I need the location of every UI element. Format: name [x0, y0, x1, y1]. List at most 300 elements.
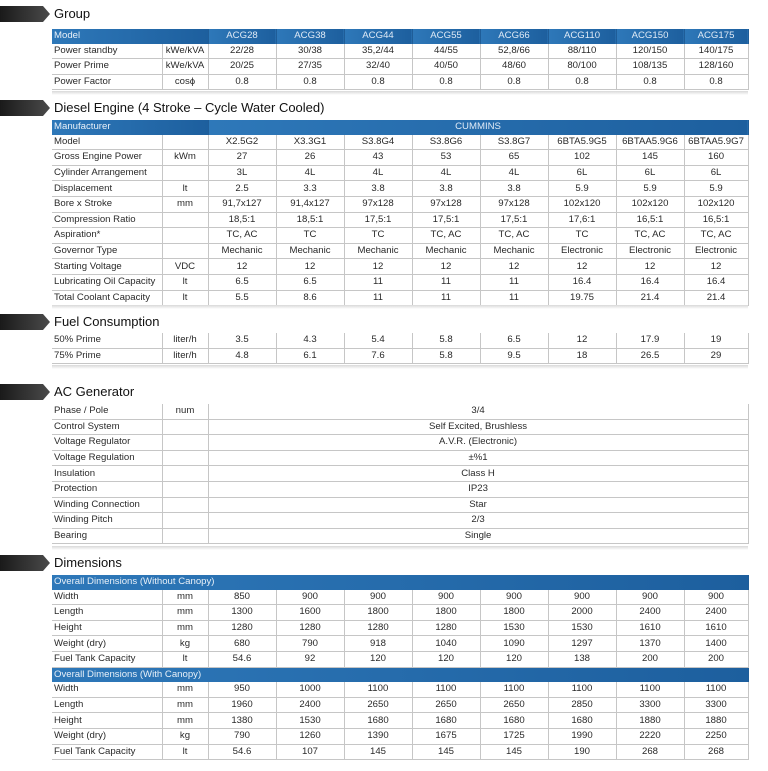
value-cell: TC [548, 228, 616, 244]
row-unit [162, 135, 208, 150]
value-cell: Mechanic [344, 243, 412, 259]
value-cell: 12 [276, 259, 344, 275]
table-row [52, 135, 748, 150]
section-arrow-icon [0, 6, 50, 22]
table-row [52, 419, 748, 435]
row-label: Gross Engine Power [52, 150, 162, 166]
value-cell: 12 [684, 259, 748, 275]
row-unit [162, 528, 208, 544]
value-cell: 1370 [616, 636, 684, 652]
row-label: Winding Connection [52, 497, 162, 513]
value-cell: Star [208, 497, 748, 513]
header-label: Model [52, 29, 208, 44]
row-label: Power standby [52, 44, 162, 59]
value-cell: 97x128 [480, 196, 548, 212]
value-cell: 1725 [480, 728, 548, 744]
value-cell: 918 [344, 636, 412, 652]
value-cell: S3.8G4 [344, 135, 412, 150]
row-label: Model [52, 135, 162, 150]
value-cell: 1880 [616, 713, 684, 729]
value-cell: X2.5G2 [208, 135, 276, 150]
value-cell: 32/40 [344, 59, 412, 75]
value-cell: TC [276, 228, 344, 244]
value-cell: 1960 [208, 697, 276, 713]
value-cell: 26.5 [616, 348, 684, 364]
row-unit [162, 435, 208, 451]
value-cell: 102x120 [616, 196, 684, 212]
value-cell: 1675 [412, 728, 480, 744]
value-cell: 5.9 [616, 181, 684, 197]
row-label: Total Coolant Capacity [52, 290, 162, 306]
value-cell: 2850 [548, 697, 616, 713]
value-cell: 2650 [480, 697, 548, 713]
row-label: Lubricating Oil Capacity [52, 274, 162, 290]
value-cell: 54.6 [208, 744, 276, 760]
table-row [52, 697, 748, 713]
row-label: Fuel Tank Capacity [52, 651, 162, 667]
row-unit: lt [162, 274, 208, 290]
value-cell: 790 [208, 728, 276, 744]
table-row [52, 74, 748, 90]
value-cell: 1610 [684, 620, 748, 636]
value-cell: 11 [480, 274, 548, 290]
value-cell: 5.4 [344, 333, 412, 348]
value-cell: 17.9 [616, 333, 684, 348]
table-row [52, 259, 748, 275]
value-cell: 92 [276, 651, 344, 667]
table-row [52, 274, 748, 290]
value-cell: 16,5:1 [684, 212, 748, 228]
value-cell: 145 [344, 744, 412, 760]
value-cell: 190 [548, 744, 616, 760]
row-unit: mm [162, 697, 208, 713]
value-cell: 1400 [684, 636, 748, 652]
value-cell: 900 [616, 590, 684, 605]
value-cell: 7.6 [344, 348, 412, 364]
value-cell: 5.5 [208, 290, 276, 306]
row-unit [162, 419, 208, 435]
value-cell: 1297 [548, 636, 616, 652]
value-cell: 1100 [616, 682, 684, 697]
subheader-label: Overall Dimensions (With Canopy) [52, 667, 748, 682]
value-cell: 2/3 [208, 513, 748, 529]
row-unit: lt [162, 290, 208, 306]
value-cell: 950 [208, 682, 276, 697]
table-row [52, 605, 748, 621]
model-header: ACG150 [616, 29, 684, 44]
row-label: 50% Prime [52, 333, 162, 348]
manufacturer-value: CUMMINS [208, 120, 748, 135]
value-cell: 16.4 [548, 274, 616, 290]
value-cell: 5.8 [412, 333, 480, 348]
value-cell: 160 [684, 150, 748, 166]
value-cell: 91,7x127 [208, 196, 276, 212]
table-subheader-row [52, 575, 748, 590]
row-unit [162, 450, 208, 466]
value-cell: 8.6 [276, 290, 344, 306]
value-cell: 21.4 [616, 290, 684, 306]
value-cell: 900 [548, 590, 616, 605]
row-label: Control System [52, 419, 162, 435]
value-cell: 88/110 [548, 44, 616, 59]
value-cell: 5.9 [548, 181, 616, 197]
value-cell: 138 [548, 651, 616, 667]
row-label: Bearing [52, 528, 162, 544]
value-cell: 790 [276, 636, 344, 652]
value-cell: X3.3G1 [276, 135, 344, 150]
section-title: Group [54, 6, 91, 21]
table-row [52, 243, 748, 259]
row-unit: mm [162, 605, 208, 621]
section-arrow-icon [0, 555, 50, 571]
ac-generator-table [52, 404, 749, 544]
table-row [52, 513, 748, 529]
table-row [52, 404, 748, 419]
value-cell: 17,5:1 [480, 212, 548, 228]
row-unit [162, 212, 208, 228]
value-cell: 900 [480, 590, 548, 605]
value-cell: 1680 [480, 713, 548, 729]
value-cell: S3.8G6 [412, 135, 480, 150]
value-cell: 27/35 [276, 59, 344, 75]
row-unit [162, 513, 208, 529]
value-cell: 16,5:1 [616, 212, 684, 228]
value-cell: 4L [344, 165, 412, 181]
table-row [52, 348, 748, 364]
row-unit: kWm [162, 150, 208, 166]
value-cell: 145 [616, 150, 684, 166]
table-row [52, 435, 748, 451]
value-cell: 1040 [412, 636, 480, 652]
value-cell: 0.8 [548, 74, 616, 90]
value-cell: 1600 [276, 605, 344, 621]
value-cell: 97x128 [344, 196, 412, 212]
row-unit: kg [162, 728, 208, 744]
table-subheader-row [52, 667, 748, 682]
row-label: Weight (dry) [52, 728, 162, 744]
value-cell: 91,4x127 [276, 196, 344, 212]
table-row [52, 450, 748, 466]
subheader-label: Overall Dimensions (Without Canopy) [52, 575, 748, 590]
value-cell: 3.8 [480, 181, 548, 197]
value-cell: 22/28 [208, 44, 276, 59]
value-cell: 1680 [412, 713, 480, 729]
value-cell: Mechanic [276, 243, 344, 259]
value-cell: 4L [480, 165, 548, 181]
value-cell: 1280 [208, 620, 276, 636]
value-cell: 1280 [276, 620, 344, 636]
row-label: Power Prime [52, 59, 162, 75]
value-cell: 0.8 [480, 74, 548, 90]
value-cell: 145 [412, 744, 480, 760]
row-unit [162, 481, 208, 497]
row-label: Insulation [52, 466, 162, 482]
value-cell: 40/50 [412, 59, 480, 75]
section-fuel [0, 313, 768, 331]
value-cell: 850 [208, 590, 276, 605]
section-title: Dimensions [54, 555, 122, 570]
value-cell: 1100 [548, 682, 616, 697]
table-row [52, 181, 748, 197]
row-label: Height [52, 713, 162, 729]
table-row [52, 713, 748, 729]
value-cell: 80/100 [548, 59, 616, 75]
value-cell: TC, AC [412, 228, 480, 244]
row-unit: VDC [162, 259, 208, 275]
value-cell: 19 [684, 333, 748, 348]
value-cell: Mechanic [208, 243, 276, 259]
value-cell: 2.5 [208, 181, 276, 197]
row-unit: mm [162, 196, 208, 212]
value-cell: 102 [548, 150, 616, 166]
value-cell: S3.8G7 [480, 135, 548, 150]
section-arrow-icon [0, 100, 50, 116]
value-cell: 6L [548, 165, 616, 181]
value-cell: Self Excited, Brushless [208, 419, 748, 435]
value-cell: 3.8 [344, 181, 412, 197]
value-cell: Class H [208, 466, 748, 482]
header-label: Manufacturer [52, 120, 208, 135]
row-unit: liter/h [162, 333, 208, 348]
value-cell: 200 [616, 651, 684, 667]
value-cell: 3L [208, 165, 276, 181]
value-cell: 120 [412, 651, 480, 667]
model-header: ACG110 [548, 29, 616, 44]
section-engine [0, 99, 768, 117]
value-cell: 1530 [480, 620, 548, 636]
section-dimensions [0, 554, 768, 572]
value-cell: IP23 [208, 481, 748, 497]
row-unit [162, 243, 208, 259]
section-title: AC Generator [54, 384, 135, 399]
table-row [52, 150, 748, 166]
value-cell: 11 [344, 274, 412, 290]
value-cell: TC [344, 228, 412, 244]
value-cell: 4.3 [276, 333, 344, 348]
value-cell: 11 [480, 290, 548, 306]
value-cell: 16.4 [616, 274, 684, 290]
value-cell: 2220 [616, 728, 684, 744]
value-cell: ±%1 [208, 450, 748, 466]
value-cell: 2650 [412, 697, 480, 713]
row-label: Bore x Stroke [52, 196, 162, 212]
value-cell: 6.1 [276, 348, 344, 364]
value-cell: 108/135 [616, 59, 684, 75]
value-cell: 120 [480, 651, 548, 667]
value-cell: 1680 [344, 713, 412, 729]
value-cell: 140/175 [684, 44, 748, 59]
table-row [52, 466, 748, 482]
value-cell: 3.8 [412, 181, 480, 197]
value-cell: 65 [480, 150, 548, 166]
value-cell: 2400 [684, 605, 748, 621]
value-cell: 97x128 [412, 196, 480, 212]
table-row [52, 497, 748, 513]
value-cell: 2650 [344, 697, 412, 713]
value-cell: 1100 [344, 682, 412, 697]
row-label: Governor Type [52, 243, 162, 259]
value-cell: 17,6:1 [548, 212, 616, 228]
model-header: ACG28 [208, 29, 276, 44]
section-title: Diesel Engine (4 Stroke – Cycle Water Cooled) [54, 100, 325, 115]
value-cell: 2400 [616, 605, 684, 621]
value-cell: 4.8 [208, 348, 276, 364]
row-unit: lt [162, 744, 208, 760]
value-cell: 1300 [208, 605, 276, 621]
row-label: Protection [52, 481, 162, 497]
value-cell: 1260 [276, 728, 344, 744]
row-label: 75% Prime [52, 348, 162, 364]
model-header: ACG38 [276, 29, 344, 44]
table-row [52, 651, 748, 667]
value-cell: 0.8 [208, 74, 276, 90]
value-cell: 1100 [684, 682, 748, 697]
row-unit [162, 228, 208, 244]
row-unit: lt [162, 181, 208, 197]
value-cell: 16.4 [684, 274, 748, 290]
value-cell: 1000 [276, 682, 344, 697]
table-row [52, 481, 748, 497]
row-label: Displacement [52, 181, 162, 197]
value-cell: 1390 [344, 728, 412, 744]
value-cell: 20/25 [208, 59, 276, 75]
value-cell: 1800 [344, 605, 412, 621]
row-unit [162, 165, 208, 181]
value-cell: 53 [412, 150, 480, 166]
row-unit [162, 466, 208, 482]
value-cell: TC, AC [480, 228, 548, 244]
value-cell: 12 [480, 259, 548, 275]
value-cell: 29 [684, 348, 748, 364]
value-cell: TC, AC [684, 228, 748, 244]
table-header-row [52, 120, 748, 135]
value-cell: 120/150 [616, 44, 684, 59]
row-unit: lt [162, 651, 208, 667]
value-cell: 0.8 [412, 74, 480, 90]
value-cell: 18,5:1 [208, 212, 276, 228]
table-row [52, 636, 748, 652]
value-cell: 6.5 [480, 333, 548, 348]
value-cell: 3300 [616, 697, 684, 713]
value-cell: 44/55 [412, 44, 480, 59]
value-cell: 6.5 [276, 274, 344, 290]
value-cell: 9.5 [480, 348, 548, 364]
row-label: Voltage Regulation [52, 450, 162, 466]
value-cell: 102x120 [548, 196, 616, 212]
value-cell: TC, AC [208, 228, 276, 244]
section-arrow-icon [0, 314, 50, 330]
value-cell: 0.8 [344, 74, 412, 90]
row-label: Length [52, 605, 162, 621]
section-arrow-icon [0, 384, 50, 400]
value-cell: 1090 [480, 636, 548, 652]
value-cell: 12 [344, 259, 412, 275]
value-cell: A.V.R. (Electronic) [208, 435, 748, 451]
model-header: ACG175 [684, 29, 748, 44]
value-cell: 1530 [276, 713, 344, 729]
row-unit: mm [162, 620, 208, 636]
value-cell: 54.6 [208, 651, 276, 667]
value-cell: 1100 [412, 682, 480, 697]
row-label: Fuel Tank Capacity [52, 744, 162, 760]
row-unit: mm [162, 590, 208, 605]
value-cell: 30/38 [276, 44, 344, 59]
value-cell: Electronic [548, 243, 616, 259]
row-label: Phase / Pole [52, 404, 162, 419]
table-row [52, 59, 748, 75]
value-cell: 21.4 [684, 290, 748, 306]
value-cell: 43 [344, 150, 412, 166]
table-row [52, 44, 748, 59]
value-cell: 26 [276, 150, 344, 166]
value-cell: 900 [276, 590, 344, 605]
value-cell: 268 [684, 744, 748, 760]
row-label: Height [52, 620, 162, 636]
table-row [52, 165, 748, 181]
value-cell: Mechanic [480, 243, 548, 259]
model-header: ACG55 [412, 29, 480, 44]
row-unit [162, 497, 208, 513]
row-label: Length [52, 697, 162, 713]
value-cell: 12 [548, 333, 616, 348]
table-row [52, 196, 748, 212]
value-cell: 1680 [548, 713, 616, 729]
row-label: Starting Voltage [52, 259, 162, 275]
value-cell: 680 [208, 636, 276, 652]
value-cell: 107 [276, 744, 344, 760]
value-cell: 6L [616, 165, 684, 181]
row-label: Width [52, 590, 162, 605]
dimensions-table [52, 575, 749, 760]
value-cell: 11 [344, 290, 412, 306]
value-cell: 1530 [548, 620, 616, 636]
table-row [52, 228, 748, 244]
value-cell: 1880 [684, 713, 748, 729]
value-cell: 200 [684, 651, 748, 667]
value-cell: 12 [548, 259, 616, 275]
value-cell: 1610 [616, 620, 684, 636]
row-unit: cosϕ [162, 74, 208, 90]
value-cell: 19.75 [548, 290, 616, 306]
value-cell: 17,5:1 [344, 212, 412, 228]
value-cell: 3300 [684, 697, 748, 713]
table-row [52, 728, 748, 744]
value-cell: Electronic [616, 243, 684, 259]
section-group [0, 5, 768, 23]
table-header-row [52, 29, 748, 44]
value-cell: Electronic [684, 243, 748, 259]
value-cell: 1380 [208, 713, 276, 729]
value-cell: 1100 [480, 682, 548, 697]
value-cell: 268 [616, 744, 684, 760]
value-cell: 2250 [684, 728, 748, 744]
value-cell: 3.3 [276, 181, 344, 197]
row-label: Aspiration* [52, 228, 162, 244]
value-cell: 1280 [344, 620, 412, 636]
value-cell: 11 [412, 290, 480, 306]
value-cell: 6BTAA5.9G6 [616, 135, 684, 150]
value-cell: 1990 [548, 728, 616, 744]
table-row [52, 333, 748, 348]
row-unit: kg [162, 636, 208, 652]
value-cell: TC, AC [616, 228, 684, 244]
row-label: Width [52, 682, 162, 697]
value-cell: 0.8 [616, 74, 684, 90]
table-row [52, 528, 748, 544]
value-cell: 1800 [480, 605, 548, 621]
row-label: Weight (dry) [52, 636, 162, 652]
value-cell: 3.5 [208, 333, 276, 348]
